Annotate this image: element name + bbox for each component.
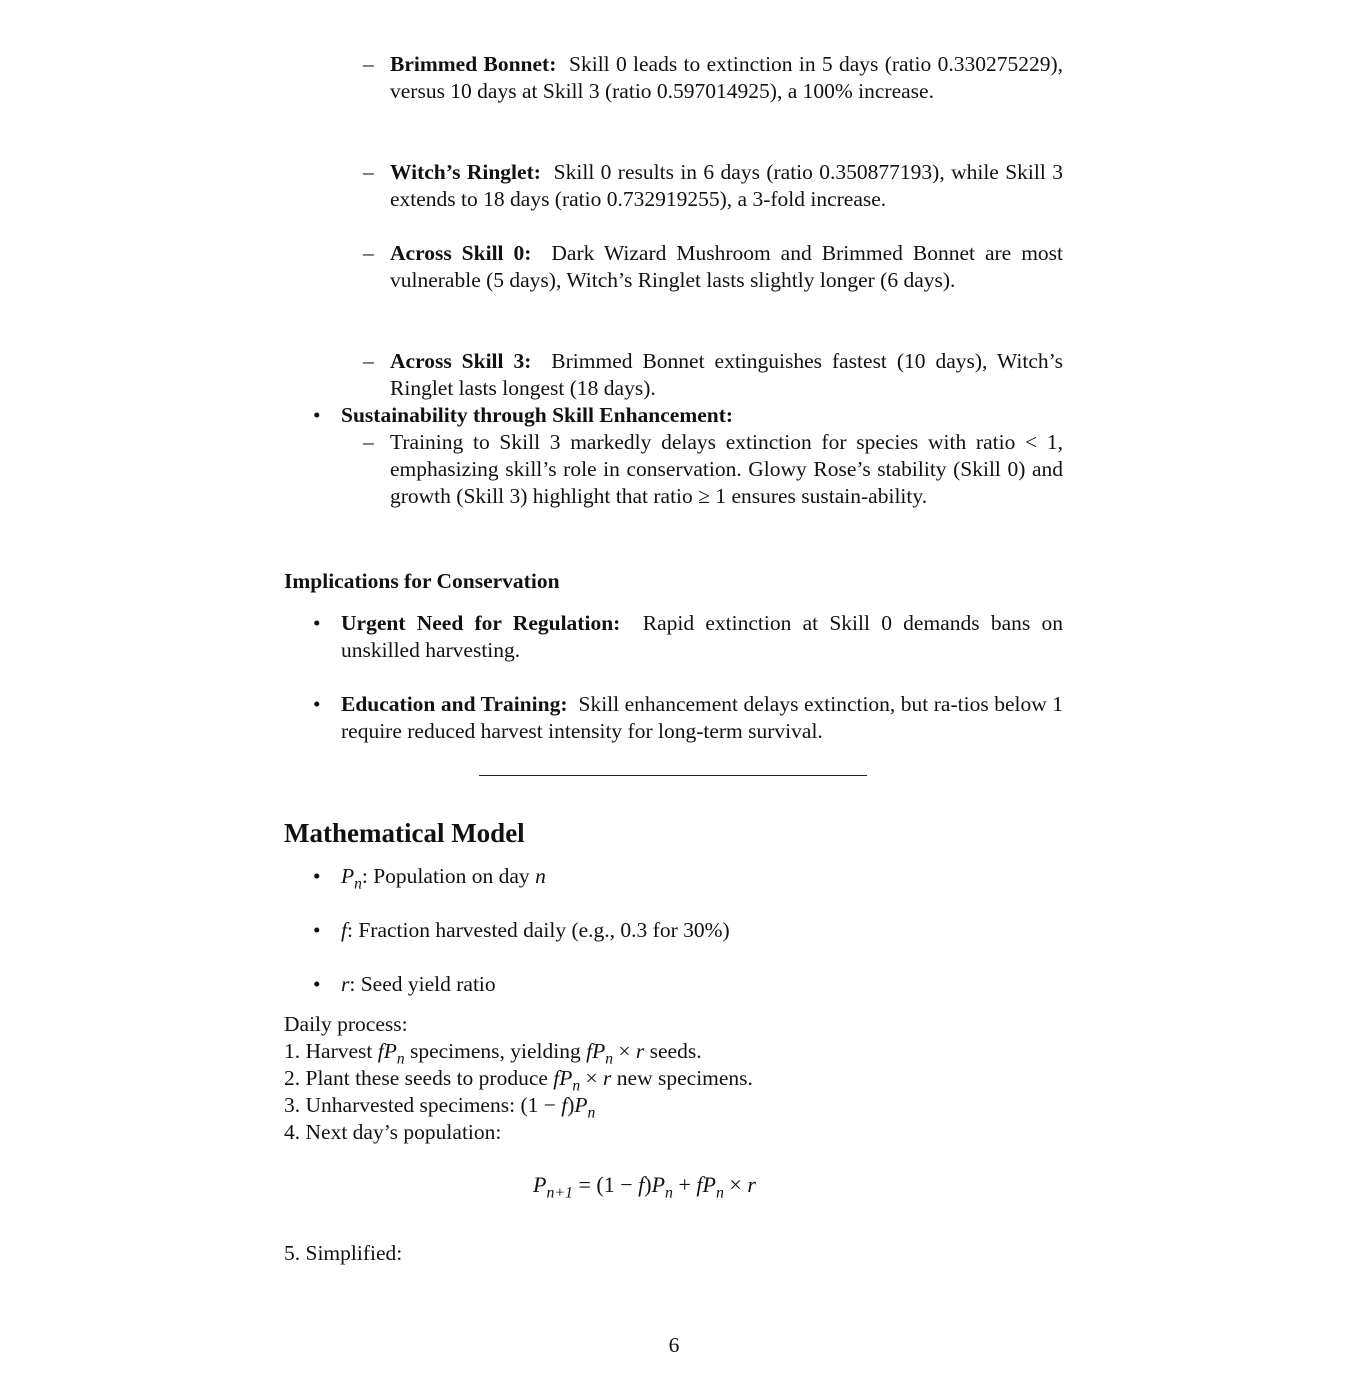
dash-marker: – [363, 52, 374, 76]
term: Across Skill 0: [390, 241, 532, 265]
description: : Seed yield ratio [349, 972, 496, 996]
math-f: f [561, 1093, 568, 1117]
bullet-marker: • [313, 403, 321, 427]
math-r: r [635, 1039, 645, 1063]
term: Urgent Need for Regulation: [341, 611, 621, 635]
list-item-across-skill-0 [390, 240, 1063, 294]
symbol: P [341, 864, 355, 888]
bullet-marker: • [313, 918, 321, 942]
step-2 [284, 1065, 753, 1095]
list-item-training [390, 429, 1063, 510]
dash-marker: – [363, 349, 374, 373]
math-p: P [533, 1172, 547, 1197]
math-minus: − [543, 1093, 556, 1117]
variable-f [341, 917, 730, 944]
math-minus: − [620, 1172, 633, 1197]
math-times: × [585, 1066, 598, 1090]
section-heading-implications: Implications for Conservation [284, 569, 560, 593]
description: Skill 0 leads to extinction in 5 days (ratio 0.330275229), versus 10 days at Skill 3 (ratio 0.597014925), a 100% increase. [390, 52, 1064, 103]
step-5 [284, 1240, 402, 1267]
list-item-sustainability [341, 402, 1063, 429]
term: Sustainability through Skill Enhancement: [341, 403, 734, 427]
variable-pn [341, 863, 546, 893]
step-text: Plant these seeds to produce [305, 1066, 554, 1090]
math-p: P [574, 1093, 588, 1117]
dash-marker: – [363, 430, 374, 454]
step-number: 2. [284, 1066, 301, 1090]
math-times: × [618, 1039, 631, 1063]
step-1 [284, 1038, 702, 1068]
list-item-education [341, 691, 1063, 745]
math-r: r [747, 1172, 756, 1197]
math-r: r [603, 1066, 612, 1090]
math-p: P [702, 1172, 716, 1197]
step-text: Simplified: [305, 1241, 403, 1265]
math-n: n [605, 1050, 613, 1068]
dash-marker: – [363, 160, 374, 184]
step-text: new specimens. [611, 1066, 753, 1090]
variable-r [341, 971, 496, 998]
description: Training to Skill 3 markedly delays extinction for species with ratio < 1, emphasizing skill’s role in conservation. Glowy Rose’s stability (Skill 0) and growth (Skill 3) highlight that ratio ≥ 1 ensures sustain-ability. [390, 430, 1063, 508]
step-text: seeds. [644, 1039, 702, 1063]
math-n: n [587, 1104, 596, 1122]
list-item-brimmed-bonnet [390, 51, 1063, 105]
horizontal-rule [479, 775, 867, 776]
step-text: Next day’s population: [305, 1120, 502, 1144]
bullet-marker: • [313, 864, 321, 888]
math-p: P [592, 1039, 606, 1063]
description: : Population on day [361, 864, 536, 888]
step-number: 1. [284, 1039, 301, 1063]
math-one: 1 [527, 1093, 539, 1117]
description: : Fraction harvested daily (e.g., 0.3 for 30%) [346, 918, 730, 942]
symbol: f [341, 918, 347, 942]
term: Brimmed Bonnet: [390, 52, 557, 76]
description: Rapid extinction at Skill 0 demands bans on unskilled harvesting. [341, 611, 1063, 662]
subscript: n [354, 875, 362, 893]
math-f: f [553, 1066, 560, 1090]
math-f: f [638, 1172, 645, 1197]
math-equals: = [578, 1172, 591, 1197]
description: Skill 0 results in 6 days (ratio 0.350877193), while Skill 3 extends to 18 days (ratio 0.732919255), a 3-fold increase. [390, 160, 1063, 211]
math-f: f [586, 1039, 593, 1063]
step-4 [284, 1119, 501, 1146]
list-item-urgent-need [341, 610, 1063, 664]
step-number: 4. [284, 1120, 301, 1144]
math-p: P [651, 1172, 666, 1197]
math-n: n [572, 1077, 581, 1095]
term: Across Skill 3: [390, 349, 532, 373]
math-times: × [729, 1172, 742, 1197]
math-n: n [715, 1184, 724, 1202]
bullet-marker: • [313, 692, 321, 716]
step-3: 3. Unharvested specimens: $(1 - f)P_n$ [284, 1093, 596, 1122]
term: Witch’s Ringlet: [390, 160, 541, 184]
bullet-marker: • [313, 611, 321, 635]
math-plus: + [678, 1172, 691, 1197]
list-item-across-skill-3 [390, 348, 1063, 402]
description: Skill enhancement delays extinction, but ra-tios below 1 require reduced harvest intensity for long-term survival. [341, 692, 1063, 743]
daily-process-label: Daily process: [284, 1012, 408, 1036]
step-number: 3. [284, 1093, 301, 1117]
step-text: specimens, yielding [404, 1039, 587, 1063]
math-n: n [396, 1050, 405, 1068]
section-heading-model: Mathematical Model [284, 818, 525, 848]
bullet-marker: • [313, 972, 321, 996]
math-p: P [383, 1039, 397, 1063]
math-f: f [377, 1039, 384, 1063]
math-p: P [559, 1066, 573, 1090]
dash-marker: – [363, 241, 374, 265]
symbol: r [341, 972, 350, 996]
equation-recurrence: $P_{n+1} = (1 - f)P_n + fP_n \times r$ [533, 1172, 756, 1202]
step-number: 5. [284, 1241, 301, 1265]
math-subscript: n+1 [546, 1184, 573, 1202]
step-text: Unharvested specimens: [305, 1093, 521, 1117]
page-number: 6 [668, 1333, 680, 1357]
math-f: f [696, 1172, 703, 1197]
step-text: Harvest [305, 1039, 378, 1063]
math-one: 1 [603, 1172, 615, 1197]
description: Brimmed Bonnet extinguishes fastest (10 days), Witch’s Ringlet lasts longest (18 days). [390, 349, 1064, 400]
math-n: n [665, 1184, 673, 1202]
description: Dark Wizard Mushroom and Brimmed Bonnet are most vulnerable (5 days), Witch’s Ringlet lasts slightly longer (6 days). [390, 241, 1064, 292]
list-item-witchs-ringlet [390, 159, 1063, 213]
term: Education and Training: [341, 692, 568, 716]
symbol: n [535, 864, 546, 888]
